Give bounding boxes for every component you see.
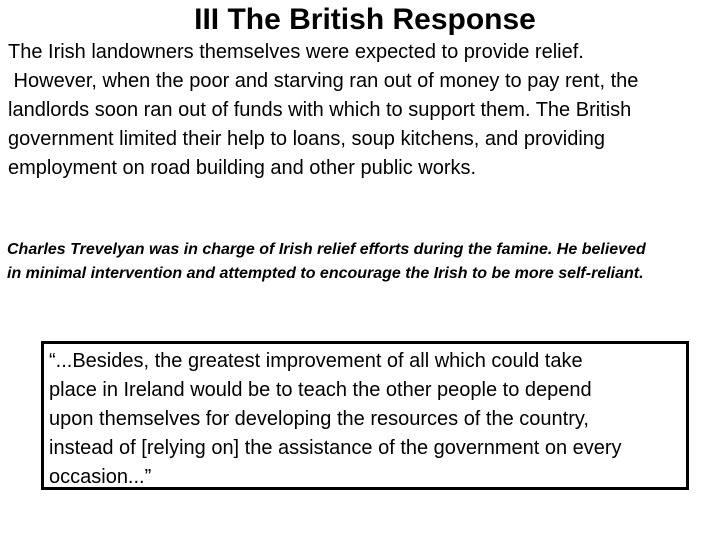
quote-line: “...Besides, the greatest improvement of all which could take (49, 350, 583, 372)
quote-line: occasion...” (49, 466, 152, 488)
trevelyan-note (7, 238, 719, 286)
quote-line: place in Ireland would be to teach the other people to depend (49, 379, 592, 401)
quote-box (41, 341, 689, 490)
slide-title: III The British Response (194, 3, 536, 36)
body-paragraph (8, 38, 720, 183)
body-line: The Irish landowners themselves were expected to provide relief. (8, 41, 584, 63)
note-line: Charles Trevelyan was in charge of Irish relief efforts during the famine. He believed (7, 241, 646, 258)
quote-line: instead of [relying on] the assistance of the government on every (49, 437, 622, 459)
body-line: government limited their help to loans, soup kitchens, and providing (8, 128, 606, 150)
body-line: However, when the poor and starving ran out of money to pay rent, the (8, 70, 639, 92)
body-line: employment on road building and other public works. (8, 157, 477, 179)
quote-line: upon themselves for developing the resources of the country, (49, 408, 589, 430)
body-line: landlords soon ran out of funds with which to support them. The British (8, 99, 632, 121)
quote-text (49, 347, 622, 492)
note-line: in minimal intervention and attempted to encourage the Irish to be more self-reliant. (7, 265, 644, 282)
